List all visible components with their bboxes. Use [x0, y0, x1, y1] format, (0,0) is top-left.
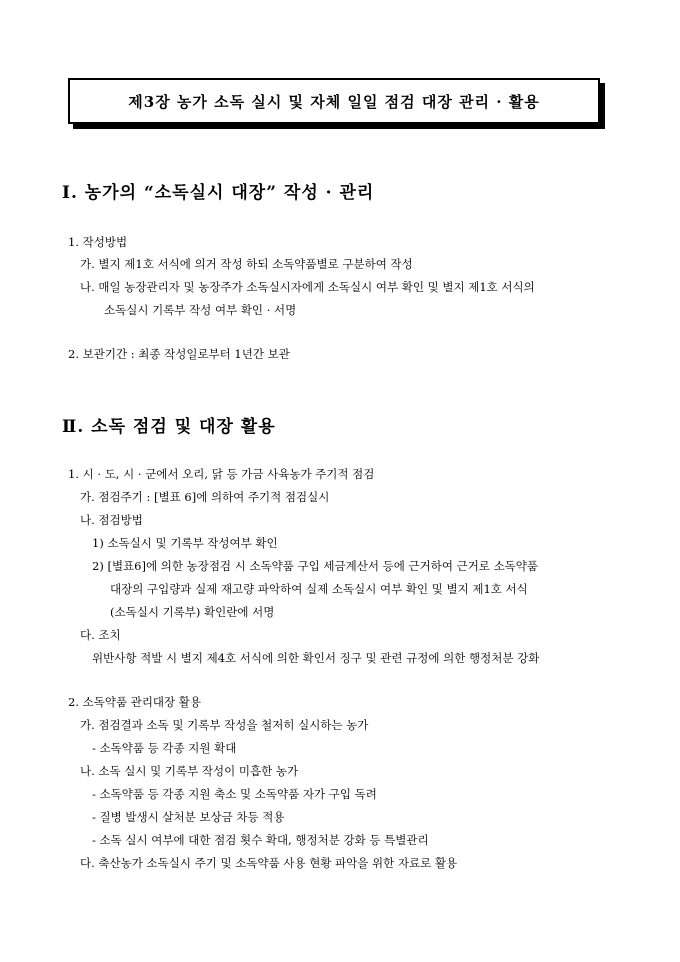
item-2-2-ga-1: - 소독약품 등 각종 지원 확대 — [92, 741, 237, 755]
item-2-2-ga: 가. 점검결과 소독 및 기록부 작성을 철저히 실시하는 농가 — [80, 718, 369, 732]
item-1-na-cont: 소독실시 기록부 작성 여부 확인 · 서명 — [104, 303, 297, 317]
item-2-1: 1. 시 · 도, 시 · 군에서 오리, 닭 등 가금 사육농가 주기적 점검 — [68, 467, 375, 481]
item-2-2-da: 다. 축산농가 소독실시 주기 및 소독약품 사용 현황 파악을 위한 자료로 활용 — [80, 856, 458, 870]
item-2-1-na: 나. 점검방법 — [80, 513, 143, 527]
item-2-1-na-2-cont2: (소독실시 기록부) 확인란에 서명 — [110, 605, 275, 619]
item-2-1-na-2: 2) [별표6]에 의한 농장점검 시 소독약품 구입 세금계산서 등에 근거하여 근거로 소독약품 — [92, 559, 539, 573]
item-1-ga: 가. 별지 제1호 서식에 의거 작성 하되 소독약품별로 구분하여 작성 — [80, 257, 413, 271]
item-1-na: 나. 매일 농장관리자 및 농장주가 소독실시자에게 소독실시 여부 확인 및 별지 제1호 서식의 — [80, 280, 535, 294]
item-2: 2. 보관기간 : 최종 작성일로부터 1년간 보관 — [68, 347, 290, 361]
item-2-2-na: 나. 소독 실시 및 기록부 작성이 미흡한 농가 — [80, 764, 299, 778]
section-heading-2: Ⅱ. 소독 점검 및 대장 활용 — [62, 417, 276, 437]
item-2-2-na-3: - 소독 실시 여부에 대한 점검 횟수 확대, 행정처분 강화 등 특별관리 — [92, 833, 429, 847]
item-2-1-na-2-cont1: 대장의 구입량과 실제 재고량 파악하여 실제 소독실시 여부 확인 및 별지 제1호 서식 — [110, 582, 528, 596]
item-1: 1. 작성방법 — [68, 235, 128, 249]
item-2-2-na-2: - 질병 발생시 살처분 보상금 차등 적용 — [92, 810, 285, 824]
item-2-1-na-1: 1) 소독실시 및 기록부 작성여부 확인 — [92, 536, 278, 550]
item-2-1-da: 다. 조치 — [80, 628, 121, 642]
item-2-2-na-1: - 소독약품 등 각종 지원 축소 및 소독약품 자가 구입 독려 — [92, 787, 377, 801]
chapter-title: 제3장 농가 소독 실시 및 자체 일일 점검 대장 관리 · 활용 — [68, 78, 600, 124]
item-2-1-ga: 가. 점검주기 : [별표 6]에 의하여 주기적 점검실시 — [80, 490, 330, 504]
section-heading-1: Ⅰ. 농가의 “소독실시 대장” 작성 · 관리 — [62, 183, 375, 203]
item-2-1-da-detail: 위반사항 적발 시 별지 제4호 서식에 의한 확인서 징구 및 관련 규정에 의한 행정처분 강화 — [92, 651, 540, 665]
item-2-2: 2. 소독약품 관리대장 활용 — [68, 695, 202, 709]
